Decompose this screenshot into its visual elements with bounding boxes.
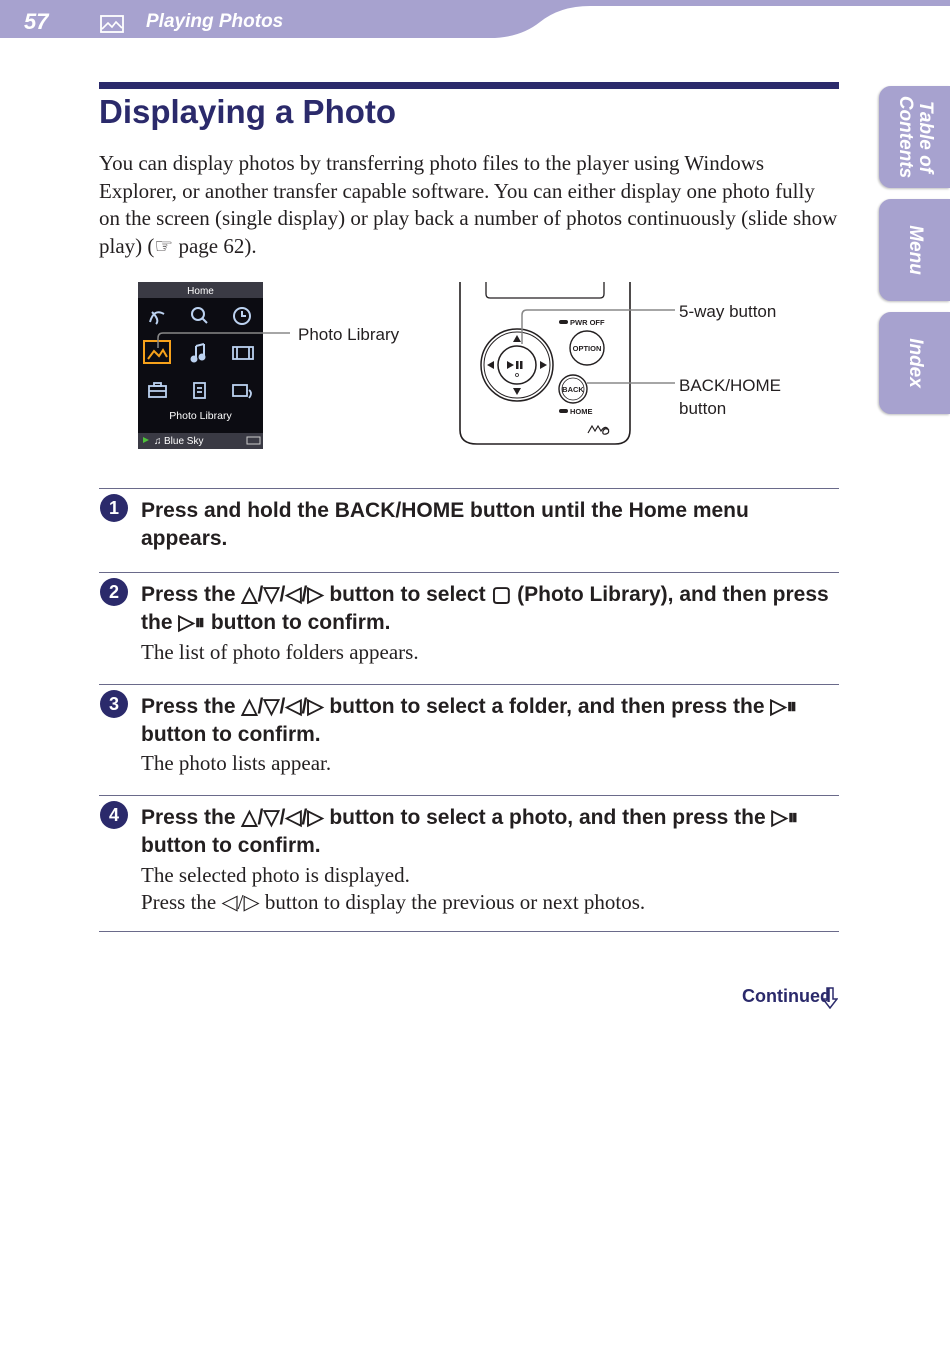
step-1-instruction: Press and hold the BACK/HOME button until the Home menu appears. <box>141 499 749 550</box>
step-divider <box>99 795 839 796</box>
back-label: BACK <box>562 385 584 394</box>
step-divider <box>99 931 839 932</box>
pwr-off-label: PWR OFF <box>570 318 605 327</box>
player-screen-illustration <box>138 282 263 449</box>
step-divider <box>99 488 839 489</box>
tab-table-of-contents[interactable] <box>879 86 950 188</box>
back-home-label-line1: BACK/HOME <box>679 376 782 395</box>
title-rule <box>99 82 839 89</box>
screen-status-note-icon: ♫ <box>154 436 162 447</box>
tab-table-of-contents-label: Table of Contents <box>894 95 936 179</box>
section-title: Playing Photos <box>146 11 284 32</box>
step-divider <box>99 572 839 573</box>
screen-caption: Photo Library <box>169 410 232 422</box>
step-2-result: The list of photo folders appears. <box>141 640 419 664</box>
step-4-result: The selected photo is displayed. <box>141 863 410 887</box>
tab-menu-label: Menu <box>904 225 926 275</box>
step-4-note: Press the ◁/▷ button to display the previous or next photos. <box>141 890 646 914</box>
back-home-label-line2: button <box>679 399 727 418</box>
intro-paragraph: You can display photos by transferring photo files to the player using Windows Explorer, or another transfer capable software. You can either display one photo fully on the screen (single display) or play back a number of photos continuously (slide show play) (☞ page 62). <box>99 151 838 258</box>
step-number-2: 2 <box>100 578 128 606</box>
device-illustration <box>455 282 685 452</box>
step-number-4: 4 <box>100 801 128 829</box>
step-4-instruction: Press the △/▽/◁/▷ button to select a photo, and then press the ▷⏸ button to confirm. <box>141 806 799 857</box>
option-label: OPTION <box>572 344 602 353</box>
step-3-result: The photo lists appear. <box>141 751 332 775</box>
continued-label[interactable]: Continued <box>742 986 831 1006</box>
tab-menu[interactable] <box>879 199 950 301</box>
page-number: 57 <box>24 9 49 34</box>
step-divider <box>99 684 839 685</box>
page-title: Displaying a Photo <box>99 93 397 130</box>
five-way-label: 5-way button <box>679 302 777 321</box>
photo-library-label: Photo Library <box>298 325 400 344</box>
five-way-button <box>481 329 553 401</box>
step-3-instruction: Press the △/▽/◁/▷ button to select a folder, and then press the ▷⏸ button to confirm. <box>141 695 798 746</box>
screen-header: Home <box>187 286 214 297</box>
step-2-instruction: Press the △/▽/◁/▷ button to select ▢ (Photo Library), and then press the ▷⏸ button to confirm. <box>141 583 829 634</box>
tab-index[interactable] <box>879 312 950 414</box>
screen-status: Blue Sky <box>164 436 204 447</box>
tab-index-label: Index <box>904 338 926 388</box>
home-label: HOME <box>570 407 593 416</box>
step-number-3: 3 <box>100 690 128 718</box>
down-arrow-icon <box>822 987 838 1009</box>
header-band <box>0 0 950 40</box>
step-number-1: 1 <box>100 494 128 522</box>
photo-library-callout-line <box>150 325 300 355</box>
photo-icon <box>100 15 124 33</box>
